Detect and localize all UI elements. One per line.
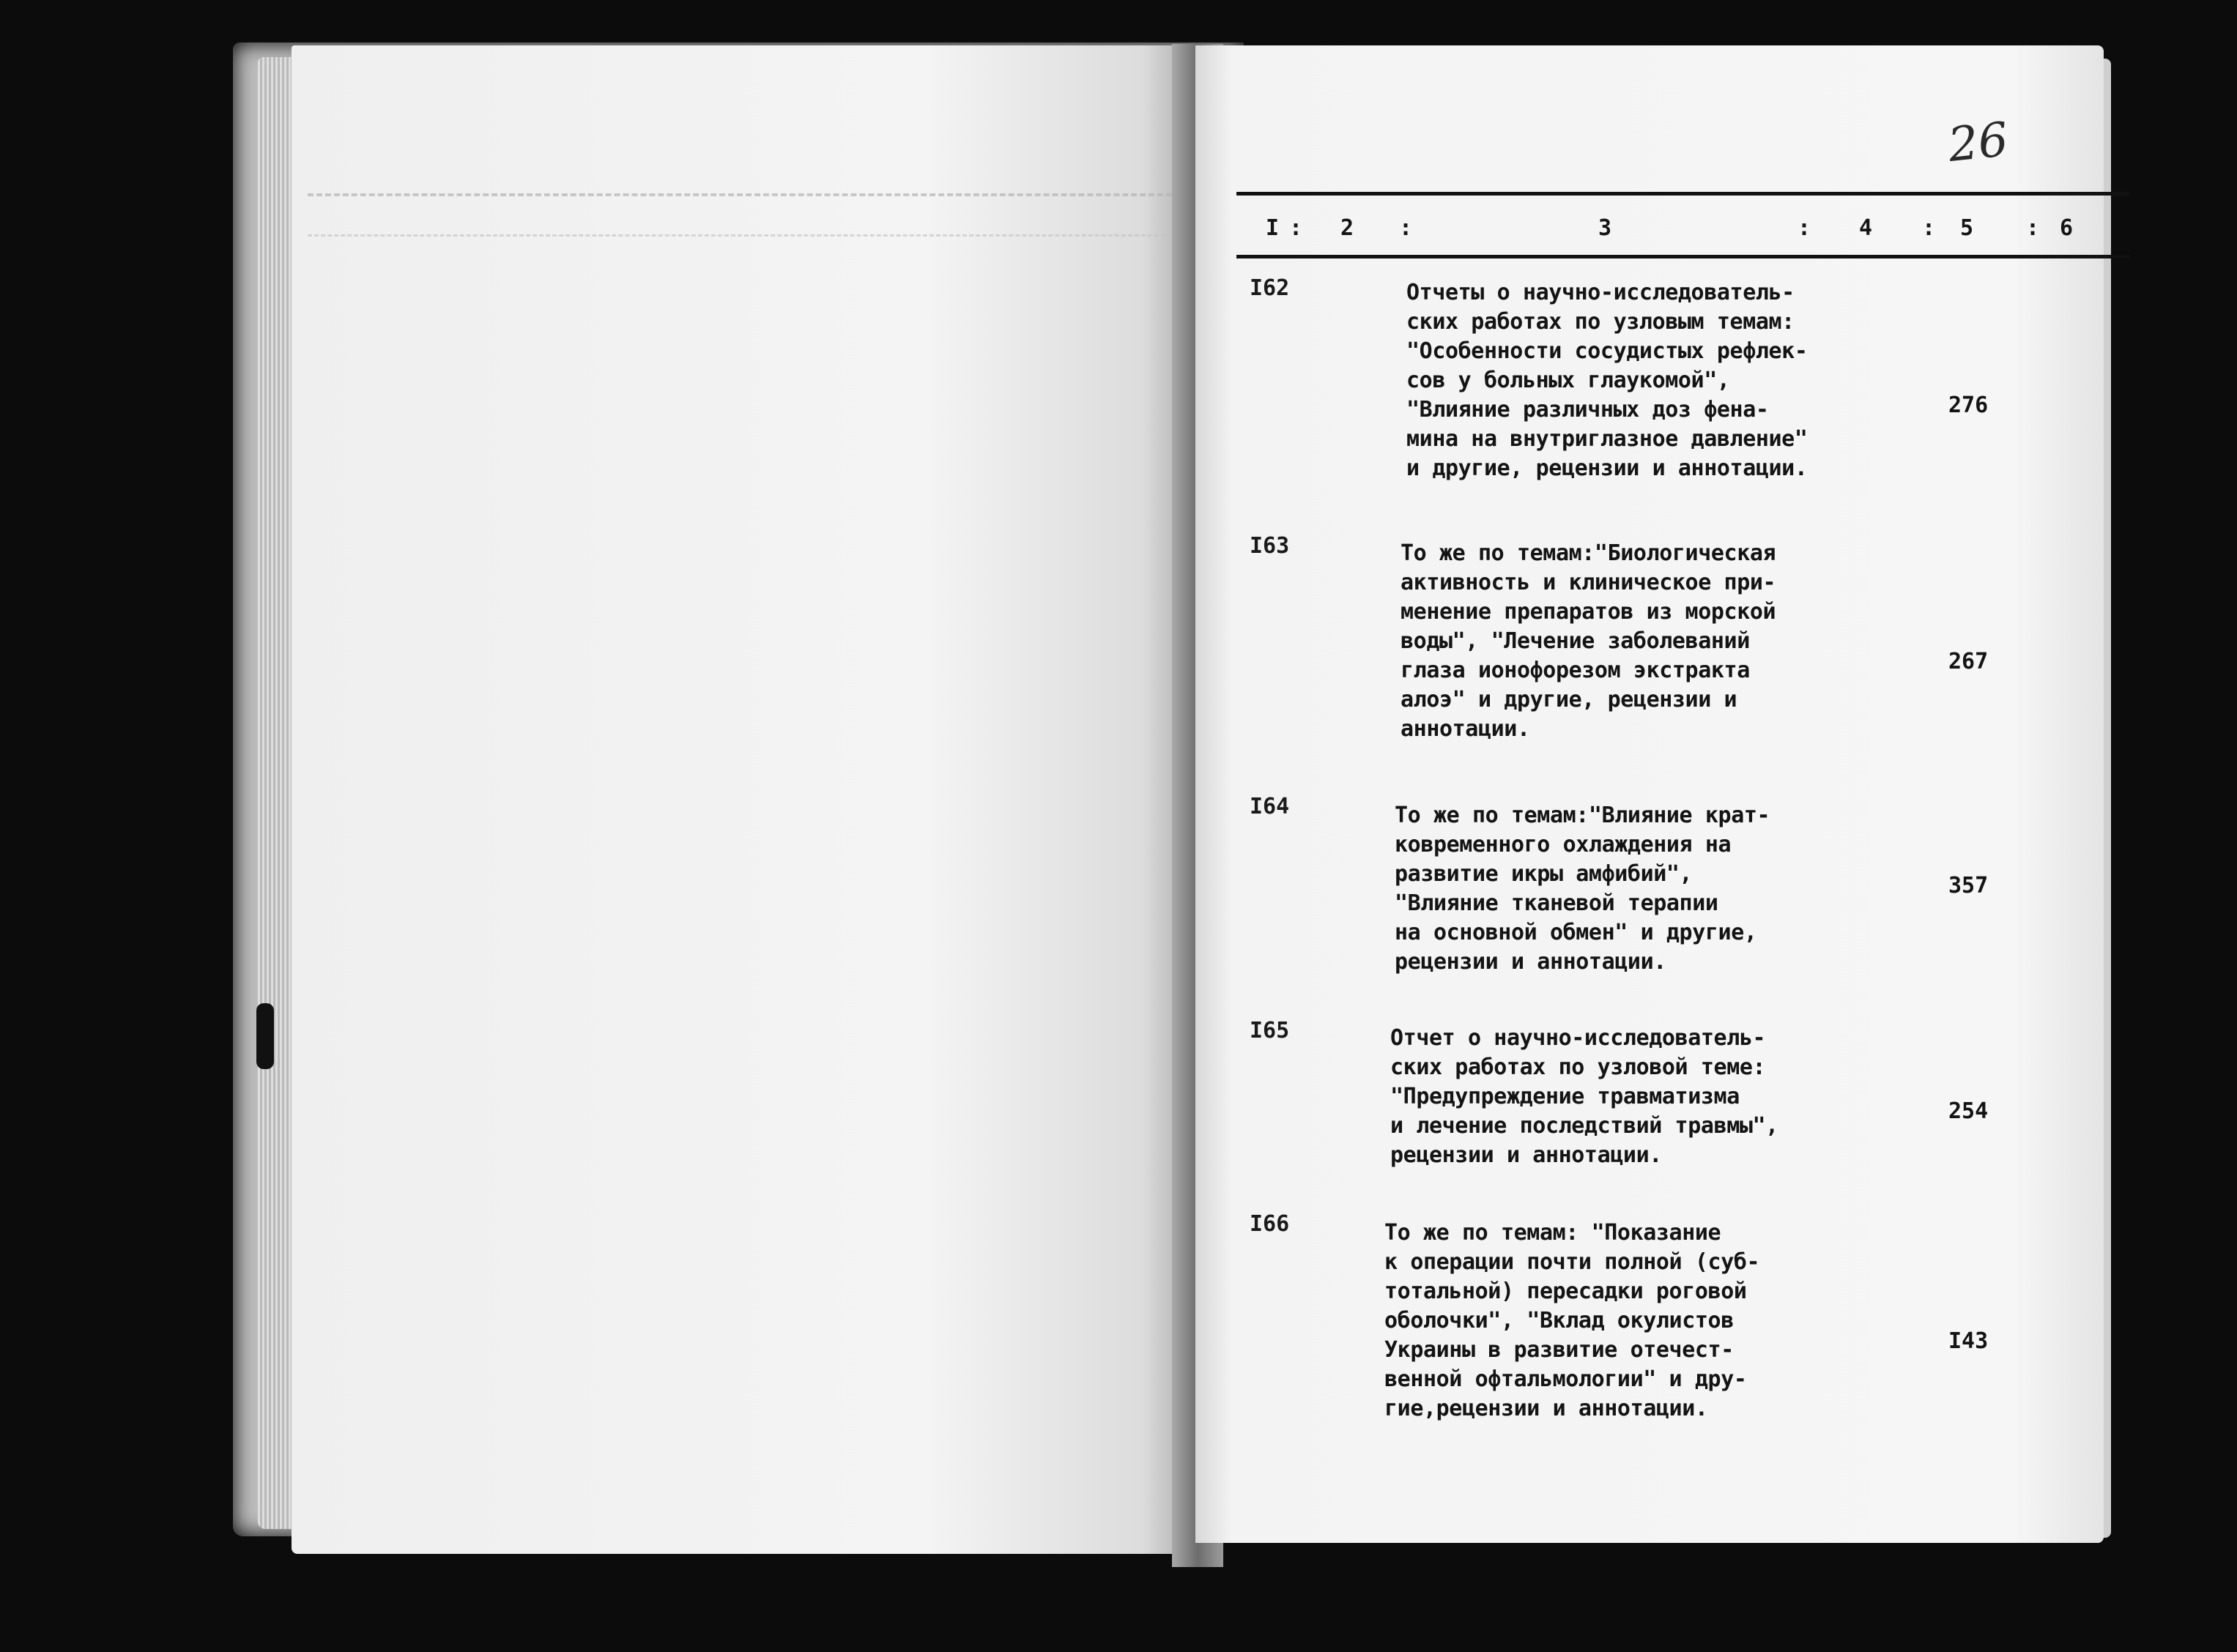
bleed-through-rule <box>308 234 1172 237</box>
binding-hole <box>256 1003 274 1069</box>
row-number: I65 <box>1250 1018 1290 1043</box>
bleed-through-rule <box>308 193 1172 196</box>
header-top-rule <box>1236 192 2130 196</box>
description-line: тотальной) пересадки роговой <box>1384 1279 1747 1304</box>
header-col-5: 5 <box>1960 215 1974 241</box>
header-separator: : <box>1399 215 1413 241</box>
folio-number: 26 <box>1945 112 2011 174</box>
row-pages: 276 <box>1948 392 1989 418</box>
row-description <box>1390 1024 1800 1170</box>
description-line: и лечение последствий травмы", <box>1390 1113 1778 1139</box>
header-col-6: 6 <box>2060 215 2074 241</box>
row-description <box>1406 278 1817 483</box>
header-separator: : <box>1289 215 1303 241</box>
row-pages: 254 <box>1948 1098 1989 1124</box>
description-line: активность и клиническое при- <box>1401 570 1776 595</box>
description-line: сов у больных глаукомой", <box>1406 368 1730 393</box>
row-number: I66 <box>1250 1211 1290 1237</box>
description-line: Отчеты о научно-исследователь- <box>1406 280 1795 305</box>
description-line: рецензии и аннотации. <box>1390 1142 1662 1168</box>
row-number: I62 <box>1250 275 1290 301</box>
description-line: венной офтальмологии" и дру- <box>1384 1366 1747 1392</box>
description-line: Отчет о научно-исследователь- <box>1390 1025 1766 1051</box>
row-description <box>1384 1218 1795 1424</box>
header-separator: : <box>1922 215 1936 241</box>
description-line: "Влияние тканевой терапии <box>1395 890 1718 916</box>
description-line: рецензии и аннотации. <box>1395 949 1666 975</box>
header-col-2: 2 <box>1340 215 1354 241</box>
header-col-4: 4 <box>1859 215 1873 241</box>
description-line: мина на внутриглазное давление" <box>1406 426 1808 452</box>
left-page <box>292 45 1197 1554</box>
description-line: "Влияние различных доз фена- <box>1406 397 1769 423</box>
description-line: Украины в развитие отечест- <box>1384 1337 1734 1363</box>
row-pages: I43 <box>1948 1328 1989 1354</box>
description-line: гие,рецензии и аннотации. <box>1384 1396 1708 1421</box>
description-line: аннотации. <box>1401 716 1530 742</box>
description-line: ковременного охлаждения на <box>1395 832 1732 857</box>
row-pages: 357 <box>1948 873 1989 898</box>
description-line: воды", "Лечение заболеваний <box>1401 628 1750 654</box>
row-pages: 267 <box>1948 649 1989 674</box>
description-line: на основной обмен" и другие, <box>1395 920 1757 945</box>
description-line: "Особенности сосудистых рефлек- <box>1406 338 1808 364</box>
row-number: I64 <box>1250 794 1290 819</box>
description-line: глаза ионофорезом экстракта <box>1401 658 1750 683</box>
description-line: То же по темам:"Биологическая <box>1401 540 1776 566</box>
header-col-1: I <box>1266 215 1280 241</box>
description-line: То же по темам: "Показание <box>1384 1220 1721 1246</box>
header-separator: : <box>2026 215 2040 241</box>
description-line: к операции почти полной (суб- <box>1384 1249 1760 1275</box>
header-separator: : <box>1798 215 1811 241</box>
description-line: ских работах по узловым темам: <box>1406 309 1795 335</box>
description-line: алоэ" и другие, рецензии и <box>1401 687 1737 712</box>
description-line: То же по темам:"Влияние крат- <box>1395 803 1770 828</box>
header-col-3: 3 <box>1598 215 1612 241</box>
description-line: развитие икры амфибий", <box>1395 861 1693 887</box>
description-line: оболочки", "Вклад окулистов <box>1384 1308 1734 1333</box>
row-description <box>1395 801 1805 977</box>
description-line: "Предупреждение травматизма <box>1390 1084 1740 1109</box>
description-line: ских работах по узловой теме: <box>1390 1054 1766 1080</box>
header-bottom-rule <box>1236 255 2130 258</box>
description-line: и другие, рецензии и аннотации. <box>1406 455 1808 481</box>
row-number: I63 <box>1250 533 1290 559</box>
row-description <box>1401 539 1811 744</box>
description-line: менение препаратов из морской <box>1401 599 1776 625</box>
